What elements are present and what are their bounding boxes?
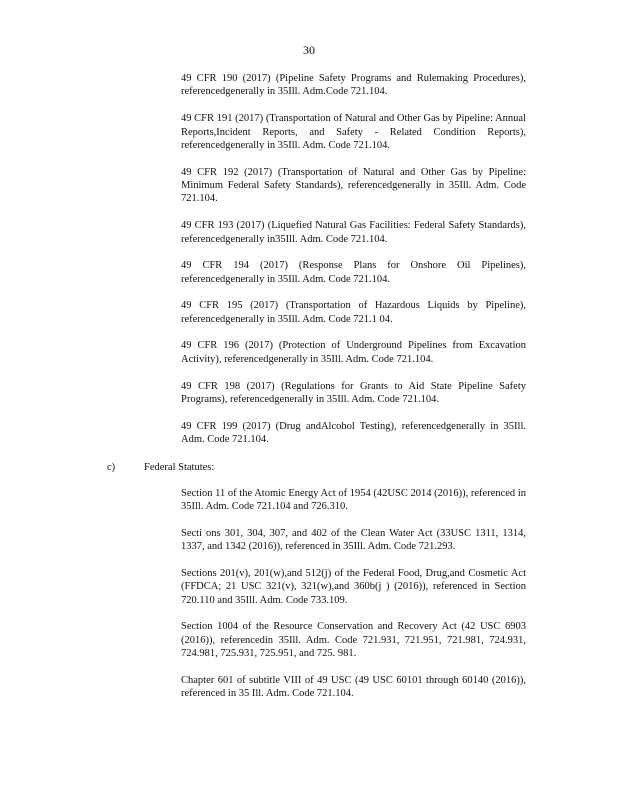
cfr-entry-194: 49 CFR 194 (2017) (Response Plans for Onshore Oil Pipelines), referencedgenerally in 35Ill. Adm. Code 721.104. — [181, 260, 526, 285]
cfr-entry-198: 49 CFR 198 (2017) (Regulations for Grants to Aid State Pipeline Safety Programs), referencedgenerally in 35Ill. Adm. Code 721.104. — [181, 380, 526, 405]
statute-entry-rcra: Section 1004 of the Resource Conservation and Recovery Act (42 USC 6903 (2016)), referencedin 35Ill. Adm. Code 721.931, 721.951, 721.981, 724.931, 724.981, 725.931, 725.951, and 725. 981. — [181, 621, 526, 660]
cfr-reference-list — [181, 72, 526, 460]
cfr-entry-190: 49 CFR 190 (2017) (Pipeline Safety Programs and Rulemaking Procedures), referencedgenerally in 35Ill. Adm.Code 721.104. — [181, 73, 526, 98]
statute-entry-49-usc-601: Chapter 601 of subtitle VIII of 49 USC (49 USC 60101 through 60140 (2016)), referenced in 35 Ill. Adm. Code 721.104. — [181, 674, 526, 700]
statute-entry-ffdca: Sections 201(v), 201(w),and 512(j) of the Federal Food, Drug,and Cosmetic Act (FFDCA; 21 USC 321(v), 321(w),and 360b(j ) (2016)), referenced in Section 720.110 and 35Ill. Adm. Code 733.109. — [181, 568, 526, 606]
cfr-entry-195: 49 CFR 195 (2017) (Transportation of Hazardous Liquids by Pipeline), referencedgenerally in 35Ill. Adm. Code 721.1 04. — [181, 300, 526, 325]
cfr-entry-193: 49 CFR 193 (2017) (Liquefied Natural Gas Facilities: Federal Safety Standards), referencedgenerally in35Ill. Adm. Code 721.104. — [181, 220, 526, 245]
federal-statute-list — [181, 487, 526, 714]
federal-statutes-heading — [107, 461, 214, 474]
cfr-entry-196: 49 CFR 196 (2017) (Protection of Underground Pipelines from Excavation Activity), referencedgenerally in 35Ill. Adm. Code 721.104. — [181, 340, 526, 365]
statute-entry-atomic-energy-act: Section 11 of the Atomic Energy Act of 1954 (42USC 2014 (2016)), referenced in 35Ill. Adm. Code 721.104 and 726.310. — [181, 488, 526, 513]
cfr-entry-192: 49 CFR 192 (2017) (Transportation of Natural and Other Gas by Pipeline: Minimum Federal Safety Standards), referencedgenerally in 35Ill. Adm. Code 721.104. — [181, 166, 526, 205]
cfr-entry-191: 49 CFR 191 (2017) (Transportation of Natural and Other Gas by Pipeline: Annual Reports,Incident Reports, and Safety - Related Condition Reports), referencedgenerally in 35Ill. Adm. Code 721.104. — [181, 113, 526, 151]
section-heading-text: Federal Statutes: — [144, 462, 215, 473]
statute-entry-clean-water-act: Secti ons 301, 304, 307, and 402 of the Clean Water Act (33USC 1311, 1314, 1337, and 1342 (2016)), referenced in 35Ill. Adm. Code 721.293. — [181, 528, 526, 553]
page-number: 30 — [303, 43, 315, 57]
cfr-entry-199: 49 CFR 199 (2017) (Drug andAlcohol Testing), referencedgenerally in 35Ill. Adm. Code 721.104. — [181, 420, 526, 446]
section-marker: c) — [107, 462, 116, 473]
